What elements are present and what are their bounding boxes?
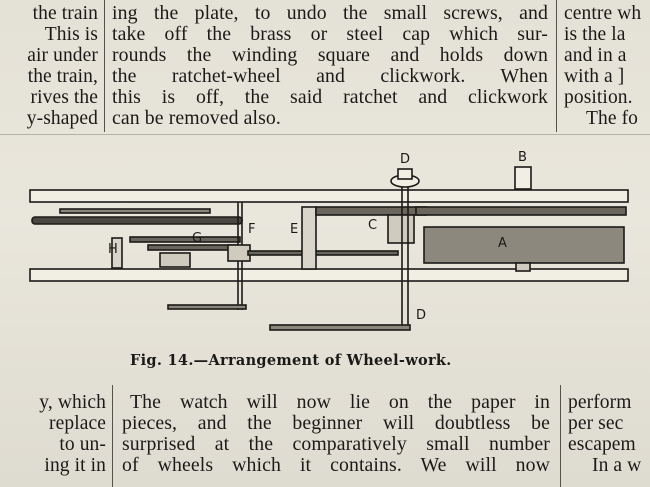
text-line: of wheels which it contains. We will now [122,454,550,476]
text-line: This is [44,24,98,45]
label-f: F [248,222,256,237]
text-line: position. [564,87,633,108]
text-line: pieces, and the beginner will doubtless be [122,412,550,434]
bottom-left-column [0,392,106,487]
dial-wheel [32,217,242,224]
text-line: replace [49,413,106,434]
bottom-middle-column [122,392,550,487]
text-line: escapem [568,434,636,455]
barrel [424,227,624,263]
text-line: perform [568,392,632,413]
label-e: E [290,222,299,237]
text-line: The fo [586,108,639,129]
bottom-right-column [568,392,650,487]
text-line: ing it in [44,455,106,476]
text-line: air under [27,45,98,66]
label-b: B [518,150,527,165]
column-rule-left-top [104,0,105,132]
wheel-work-figure [20,145,640,345]
label-d-bottom: D [416,308,427,323]
top-plate [30,190,628,202]
label-a: A [498,236,507,251]
text-line: the train, [27,66,98,87]
text-line: can be removed also. [112,107,281,129]
text-line: is the la [564,24,626,45]
text-line: this is off, the said ratchet and clickwork [112,86,548,108]
rule-above-figure [0,134,650,135]
text-line: per sec [568,413,624,434]
text-line: rounds the winding square and holds down [112,44,548,66]
text-line: rives the [30,87,98,108]
label-h: H [108,242,118,257]
text-line: y, which [39,392,106,413]
bottom-plate [30,269,628,281]
text-line: y-shaped [26,108,98,129]
text-line: the ratchet-wheel and clickwork. When [112,65,548,87]
text-line: the train [32,3,98,24]
label-g: G [192,231,203,246]
text-line: The watch will now lie on the paper in [130,392,550,413]
text-line: centre wh [564,3,642,24]
top-left-column [0,0,98,130]
column-rule-right-top [556,0,557,132]
text-line: with a ] [564,66,625,87]
label-c: C [368,218,378,233]
text-line: to un- [59,434,106,455]
text-line: In a w [592,455,642,476]
label-d-top: D [400,152,411,167]
figure-caption: Fig. 14.—Arrangement of Wheel-work. [130,352,452,369]
column-rule-right-bottom [560,385,561,487]
wheel-work-diagram [20,145,640,345]
top-middle-column [112,0,548,132]
text-line: and in a [564,45,627,66]
text-line: ing the plate, to undo the small screws, and [112,2,548,24]
text-line: surprised at the comparatively small number [122,433,550,455]
text-line: take off the brass or steel cap which sur- [112,23,548,45]
column-rule-left-bottom [112,385,113,487]
top-right-column [564,0,650,132]
